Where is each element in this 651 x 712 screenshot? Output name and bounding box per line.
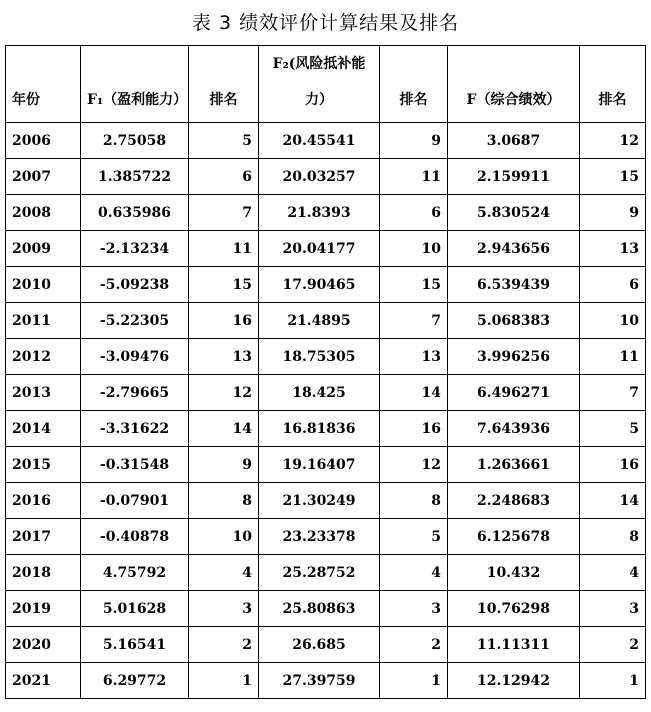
table-caption: 表 3 绩效评价计算结果及排名	[191, 12, 460, 34]
cell-rank-1: 11	[189, 231, 259, 267]
cell-f1: 5.01628	[81, 591, 189, 627]
cell-f1: 2.75058	[81, 123, 189, 159]
cell-f: 12.12942	[448, 663, 580, 699]
header-year: 年份	[6, 46, 81, 123]
cell-rank-3: 12	[580, 123, 646, 159]
cell-rank-2: 11	[380, 159, 448, 195]
cell-rank-3: 14	[580, 483, 646, 519]
cell-f1: -0.31548	[81, 447, 189, 483]
cell-year: 2011	[6, 303, 81, 339]
cell-year: 2019	[6, 591, 81, 627]
table-row	[6, 591, 646, 627]
cell-rank-1: 5	[189, 123, 259, 159]
header-row	[6, 46, 646, 123]
cell-f1: -0.40878	[81, 519, 189, 555]
cell-f2: 20.45541	[259, 123, 380, 159]
cell-f: 6.125678	[448, 519, 580, 555]
cell-rank-3: 16	[580, 447, 646, 483]
table-row	[6, 123, 646, 159]
cell-rank-2: 16	[380, 411, 448, 447]
header-f1-profitability: F₁（盈利能力）	[81, 46, 189, 123]
cell-rank-3: 6	[580, 267, 646, 303]
table-row	[6, 267, 646, 303]
cell-f1: 6.29772	[81, 663, 189, 699]
cell-rank-1: 3	[189, 591, 259, 627]
table-row	[6, 339, 646, 375]
cell-rank-1: 13	[189, 339, 259, 375]
cell-f2: 26.685	[259, 627, 380, 663]
cell-year: 2006	[6, 123, 81, 159]
cell-rank-1: 15	[189, 267, 259, 303]
cell-f2: 21.8393	[259, 195, 380, 231]
header-f2-risk-coverage: F₂(风险抵补能力）	[259, 46, 380, 123]
cell-rank-2: 14	[380, 375, 448, 411]
cell-rank-3: 11	[580, 339, 646, 375]
cell-year: 2014	[6, 411, 81, 447]
cell-f1: -3.09476	[81, 339, 189, 375]
cell-f2: 17.90465	[259, 267, 380, 303]
cell-rank-2: 4	[380, 555, 448, 591]
cell-rank-3: 4	[580, 555, 646, 591]
table-row	[6, 411, 646, 447]
cell-f1: -5.22305	[81, 303, 189, 339]
performance-results-table	[5, 45, 646, 699]
cell-f: 2.943656	[448, 231, 580, 267]
cell-rank-1: 4	[189, 555, 259, 591]
table-row	[6, 195, 646, 231]
cell-rank-3: 3	[580, 591, 646, 627]
cell-f1: 0.635986	[81, 195, 189, 231]
cell-f2: 21.4895	[259, 303, 380, 339]
cell-year: 2009	[6, 231, 81, 267]
cell-rank-2: 15	[380, 267, 448, 303]
cell-year: 2012	[6, 339, 81, 375]
table-row	[6, 159, 646, 195]
cell-rank-1: 14	[189, 411, 259, 447]
cell-rank-3: 10	[580, 303, 646, 339]
table-body	[6, 123, 646, 699]
cell-year: 2016	[6, 483, 81, 519]
cell-rank-1: 2	[189, 627, 259, 663]
cell-f1: 1.385722	[81, 159, 189, 195]
table-row	[6, 375, 646, 411]
cell-f1: -2.79665	[81, 375, 189, 411]
cell-rank-2: 7	[380, 303, 448, 339]
header-rank-2: 排名	[380, 46, 448, 123]
cell-f: 11.11311	[448, 627, 580, 663]
cell-rank-3: 2	[580, 627, 646, 663]
cell-f: 3.996256	[448, 339, 580, 375]
table-row	[6, 555, 646, 591]
header-rank-1: 排名	[189, 46, 259, 123]
cell-rank-1: 12	[189, 375, 259, 411]
cell-f: 1.263661	[448, 447, 580, 483]
cell-f2: 18.75305	[259, 339, 380, 375]
table-row	[6, 627, 646, 663]
cell-f: 6.539439	[448, 267, 580, 303]
table-row	[6, 303, 646, 339]
cell-f: 10.76298	[448, 591, 580, 627]
cell-f1: -2.13234	[81, 231, 189, 267]
cell-rank-2: 10	[380, 231, 448, 267]
cell-rank-3: 1	[580, 663, 646, 699]
cell-f2: 27.39759	[259, 663, 380, 699]
cell-f: 3.0687	[448, 123, 580, 159]
header-rank-3: 排名	[580, 46, 646, 123]
header-f-composite: F（综合绩效）	[448, 46, 580, 123]
cell-rank-3: 7	[580, 375, 646, 411]
cell-f1: -3.31622	[81, 411, 189, 447]
cell-f2: 18.425	[259, 375, 380, 411]
cell-f2: 25.28752	[259, 555, 380, 591]
cell-rank-1: 9	[189, 447, 259, 483]
cell-rank-1: 8	[189, 483, 259, 519]
cell-year: 2020	[6, 627, 81, 663]
cell-rank-1: 7	[189, 195, 259, 231]
cell-rank-2: 1	[380, 663, 448, 699]
cell-f: 2.159911	[448, 159, 580, 195]
cell-rank-2: 2	[380, 627, 448, 663]
cell-f2: 20.03257	[259, 159, 380, 195]
table-row	[6, 519, 646, 555]
cell-f1: -0.07901	[81, 483, 189, 519]
cell-f: 5.068383	[448, 303, 580, 339]
cell-f2: 25.80863	[259, 591, 380, 627]
cell-rank-2: 9	[380, 123, 448, 159]
table-row	[6, 447, 646, 483]
table-row	[6, 483, 646, 519]
cell-year: 2007	[6, 159, 81, 195]
cell-f2: 19.16407	[259, 447, 380, 483]
cell-rank-2: 5	[380, 519, 448, 555]
cell-f1: 5.16541	[81, 627, 189, 663]
cell-rank-3: 13	[580, 231, 646, 267]
cell-f: 5.830524	[448, 195, 580, 231]
cell-f2: 21.30249	[259, 483, 380, 519]
cell-f2: 20.04177	[259, 231, 380, 267]
cell-f2: 23.23378	[259, 519, 380, 555]
cell-rank-2: 3	[380, 591, 448, 627]
cell-year: 2018	[6, 555, 81, 591]
cell-year: 2010	[6, 267, 81, 303]
cell-f2: 16.81836	[259, 411, 380, 447]
cell-rank-2: 6	[380, 195, 448, 231]
cell-rank-1: 10	[189, 519, 259, 555]
cell-year: 2008	[6, 195, 81, 231]
cell-rank-2: 8	[380, 483, 448, 519]
cell-rank-3: 5	[580, 411, 646, 447]
cell-rank-3: 9	[580, 195, 646, 231]
cell-rank-1: 6	[189, 159, 259, 195]
cell-rank-1: 16	[189, 303, 259, 339]
cell-year: 2021	[6, 663, 81, 699]
table-row	[6, 663, 646, 699]
cell-f1: -5.09238	[81, 267, 189, 303]
cell-f: 7.643936	[448, 411, 580, 447]
cell-f1: 4.75792	[81, 555, 189, 591]
cell-year: 2013	[6, 375, 81, 411]
table-row	[6, 231, 646, 267]
cell-rank-2: 13	[380, 339, 448, 375]
cell-rank-2: 12	[380, 447, 448, 483]
cell-f: 6.496271	[448, 375, 580, 411]
cell-f: 2.248683	[448, 483, 580, 519]
cell-rank-3: 8	[580, 519, 646, 555]
cell-rank-3: 15	[580, 159, 646, 195]
cell-year: 2017	[6, 519, 81, 555]
cell-f: 10.432	[448, 555, 580, 591]
cell-rank-1: 1	[189, 663, 259, 699]
cell-year: 2015	[6, 447, 81, 483]
